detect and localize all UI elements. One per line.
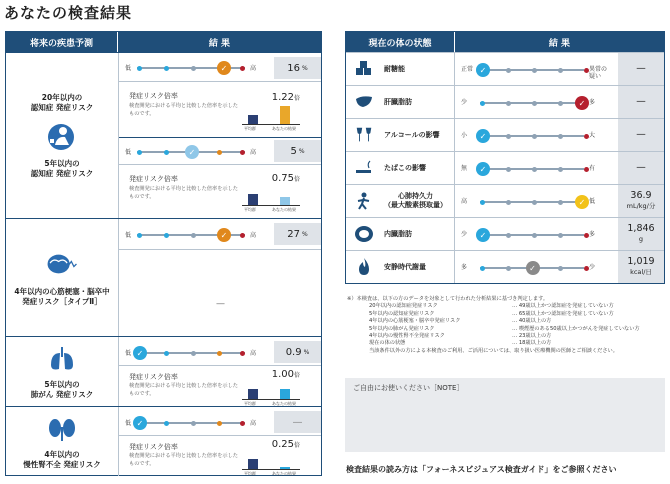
condition-name: 内臓脂肪 (384, 229, 412, 238)
chart-baseline (242, 205, 300, 206)
low-label: 高 (461, 198, 468, 205)
condition-value: — (618, 152, 664, 184)
slider-dot (240, 351, 245, 356)
current-condition-panel (345, 31, 665, 284)
condition-row (346, 184, 664, 217)
slider-dot (558, 200, 563, 205)
slider-dot (532, 134, 537, 139)
condition-name: 肝臓脂肪 (384, 97, 412, 106)
slider-dot (506, 134, 511, 139)
slider-track (480, 263, 584, 273)
header-condition: 現在の体の状態 (346, 32, 455, 52)
condition-label-cell (346, 119, 455, 151)
row-divider (119, 249, 321, 250)
kidney-group (6, 406, 321, 476)
header-result: 結 果 (548, 38, 571, 49)
dementia-group (6, 52, 321, 218)
slider-track (480, 98, 586, 108)
slider-dot (164, 233, 169, 238)
condition-name: アルコールの影響 (384, 130, 440, 139)
slider-dot (480, 101, 485, 106)
chart-baseline (242, 399, 300, 400)
note-row: 20年以内の認知症発症リスク … 49歳以上かつ認知症を発症していない方 (369, 303, 614, 310)
condition-row (346, 85, 664, 118)
risk-value-kidney-failure: — (274, 411, 321, 433)
slider-dot (532, 233, 537, 238)
check-marker: ✓ (476, 162, 490, 176)
disease-name-lung-cancer: 5年以内の 肺がん 発症リスク (30, 379, 94, 399)
slider-dot (558, 134, 563, 139)
check-marker: ✓ (133, 416, 147, 430)
dementia-label-cell (6, 53, 119, 218)
high-label: 高 (250, 149, 257, 156)
check-marker: ✓ (217, 228, 231, 242)
risk-slider-20y-dementia (119, 53, 321, 81)
liver-icon (354, 92, 374, 112)
condition-value: — (618, 86, 664, 118)
brain-heart-icon (45, 249, 79, 279)
slider-dot (191, 351, 196, 356)
slider-track (479, 230, 584, 240)
low-label: 少 (461, 99, 468, 106)
low-label: 小 (461, 132, 468, 139)
page-title: あなたの検査結果 (4, 4, 133, 22)
slider-dot (240, 421, 245, 426)
slider-track (137, 63, 245, 73)
high-label: 高 (250, 232, 257, 239)
note-area[interactable] (345, 378, 665, 452)
slider-dot (217, 421, 222, 426)
disease-name-5y-dementia: 5年以内の 認知症 発症リスク (30, 158, 94, 178)
slider-dot (506, 200, 511, 205)
slider-dot (532, 101, 537, 106)
disease-name-kidney-failure: 4年以内の 慢性腎不全 発症リスク (23, 449, 101, 469)
slider-dot (506, 233, 511, 238)
risk-ratio-value: 1.00倍 (271, 369, 300, 380)
slider-dot (164, 66, 169, 71)
disease-name-stroke: 4年以内の心筋梗塞・脳卒中 発症リスク［タイプⅡ］ (14, 286, 110, 306)
slider-dot (217, 351, 222, 356)
slider-dot (506, 101, 511, 106)
risk-ratio-value: 0.25倍 (271, 439, 300, 450)
slider-dot (164, 351, 169, 356)
guide-reference: 検査結果の読み方は「フォーネスビジュアス検査ガイド」をご参照ください (346, 465, 617, 474)
condition-label-cell (346, 185, 455, 217)
condition-row (346, 250, 664, 283)
you-bar (280, 106, 290, 125)
check-marker: ✓ (476, 228, 490, 242)
notes-intro: ※）本検査は、以下の方のデータを対象として行われた分析結果に基づき判定します。 (347, 296, 549, 302)
risk-ratio-chart (240, 92, 300, 132)
high-label: 有 (589, 165, 596, 172)
check-marker: ✓ (133, 346, 147, 360)
slider-dot (191, 66, 196, 71)
risk-slider-kidney-failure (119, 407, 321, 435)
visceral-fat-icon (354, 224, 374, 244)
disease-name-20y-dementia: 20年以内の 認知症 発症リスク (30, 92, 94, 112)
future-disease-panel (5, 31, 322, 476)
risk-ratio-20y-dementia (119, 82, 321, 137)
slider-track (137, 147, 245, 157)
you-label: あなたの結果 (272, 207, 296, 212)
condition-name: たばこの影響 (384, 163, 426, 172)
condition-label-cell (346, 53, 455, 85)
condition-row (346, 151, 664, 184)
condition-row (346, 118, 664, 151)
risk-value-stroke: 27 % (274, 223, 321, 245)
risk-ratio-value: 0.75倍 (271, 173, 300, 184)
high-label: 大 (589, 132, 596, 139)
condition-row (346, 52, 664, 85)
risk-ratio-description: 検査開発における平均と比較した倍率を示したものです。 (129, 186, 238, 200)
risk-ratio-chart (240, 439, 300, 477)
cigarette-icon (354, 158, 374, 178)
kidneys-icon (45, 414, 79, 444)
chart-baseline (242, 469, 300, 470)
notes-section (347, 296, 665, 355)
low-label: 多 (461, 264, 468, 271)
high-label: 異常の 疑い (589, 66, 608, 80)
risk-ratio-title: 発症リスク倍率 (129, 92, 178, 100)
note-area-label: ご自由にお使いください［NOTE］ (353, 384, 464, 392)
risk-ratio-kidney-failure (119, 436, 321, 477)
slider-dot (191, 233, 196, 238)
risk-ratio-description: 検査開発における平均と比較した倍率を示したものです。 (129, 383, 238, 397)
elderly-person-icon (45, 121, 79, 151)
slider-dot (191, 421, 196, 426)
slider-dot (217, 150, 222, 155)
kidney-label-cell (6, 407, 119, 476)
condition-slider (455, 53, 618, 85)
slider-track (479, 164, 584, 174)
lung-label-cell (6, 337, 119, 406)
lungs-icon (45, 344, 79, 374)
lung-cancer-group (6, 336, 321, 406)
condition-slider (455, 119, 618, 151)
slider-dot (164, 421, 169, 426)
check-marker: ✓ (476, 129, 490, 143)
slider-dot (558, 233, 563, 238)
condition-value: 1,019 kcal/日 (618, 251, 664, 283)
avg-label: 平均群 (244, 401, 256, 406)
slider-dot (240, 233, 245, 238)
slider-dot (137, 233, 142, 238)
stroke-label-cell (6, 219, 119, 336)
low-label: 低 (125, 149, 132, 156)
risk-ratio-title: 発症リスク倍率 (129, 373, 178, 381)
no-risk-ratio-dash: — (216, 299, 225, 309)
note-row: 現在の体の状態 … 18歳以上の方 (369, 340, 552, 347)
risk-slider-stroke (119, 219, 321, 249)
slider-dot (137, 150, 142, 155)
slider-track (479, 65, 584, 75)
notes-outro: 当該条件以外の方による本検査のご利用、ご活用については、取り扱い医療機関の医師とご相談ください。 (369, 347, 618, 354)
slider-dot (558, 101, 563, 106)
condition-row (346, 217, 664, 250)
current-condition-header (346, 32, 664, 52)
slider-dot (137, 66, 142, 71)
condition-slider (455, 251, 618, 283)
slider-dot (532, 200, 537, 205)
condition-label-cell (346, 218, 455, 250)
slider-track (480, 197, 586, 207)
slider-dot (240, 150, 245, 155)
low-label: 無 (461, 165, 468, 172)
condition-label-cell (346, 251, 455, 283)
risk-slider-5y-dementia (119, 138, 321, 164)
low-label: 低 (125, 350, 132, 357)
slider-track (479, 131, 584, 141)
note-row: 5年以内の肺がん発症リスク … 喫煙歴のある50歳以上かつがんを発症していない方 (369, 325, 640, 332)
condition-slider (455, 185, 618, 217)
risk-ratio-description: 検査開発における平均と比較した倍率を示したものです。 (129, 103, 238, 117)
slider-dot (506, 167, 511, 172)
high-label: 少 (589, 264, 596, 271)
future-disease-header (6, 32, 321, 52)
high-label: 低 (589, 198, 596, 205)
condition-name: 安静時代謝量 (384, 262, 426, 271)
check-marker: ✓ (526, 261, 540, 275)
condition-name: 耐糖能 (384, 64, 405, 73)
condition-slider (455, 152, 618, 184)
header-result: 結 果 (208, 38, 231, 49)
high-label: 高 (250, 65, 257, 72)
risk-ratio-chart (240, 369, 300, 407)
wine-glass-icon (354, 125, 374, 145)
note-row: 4年以内の慢性腎不全発症リスク … 23歳以上の方 (369, 333, 552, 340)
low-label: 低 (125, 420, 132, 427)
you-label: あなたの結果 (272, 471, 296, 476)
risk-ratio-title: 発症リスク倍率 (129, 175, 178, 183)
risk-ratio-5y-dementia (119, 165, 321, 219)
slider-dot (532, 68, 537, 73)
slider-track (136, 418, 245, 428)
condition-value: 36.9 mL/kg/分 (618, 185, 664, 217)
condition-value: — (618, 119, 664, 151)
you-label: あなたの結果 (272, 126, 296, 131)
risk-ratio-lung-cancer (119, 366, 321, 407)
slider-dot (480, 200, 485, 205)
condition-value: 1,846 g (618, 218, 664, 250)
slider-dot (506, 68, 511, 73)
low-label: 少 (461, 231, 468, 238)
avg-label: 平均群 (244, 126, 256, 131)
high-label: 多 (589, 231, 596, 238)
slider-dot (480, 266, 485, 271)
stroke-group (6, 218, 321, 336)
runner-icon (354, 191, 374, 211)
slider-track (136, 348, 245, 358)
you-label: あなたの結果 (272, 401, 296, 406)
high-label: 高 (250, 350, 257, 357)
check-marker: ✓ (575, 96, 589, 110)
chart-baseline (242, 124, 300, 125)
slider-dot (558, 167, 563, 172)
low-label: 低 (125, 65, 132, 72)
note-row: 4年以内の心筋梗塞・脳卒中発症リスク … 40歳以上の方 (369, 318, 552, 325)
risk-ratio-value: 1.22倍 (271, 92, 300, 103)
risk-ratio-title: 発症リスク倍率 (129, 443, 178, 451)
risk-ratio-description: 検査開発における平均と比較した倍率を示したものです。 (129, 453, 238, 467)
slider-dot (558, 266, 563, 271)
slider-dot (532, 167, 537, 172)
condition-name: 心肺持久力 （最大酸素摂取量） (384, 192, 447, 209)
risk-ratio-chart (240, 173, 300, 213)
low-label: 正常 (461, 66, 474, 73)
slider-dot (558, 68, 563, 73)
condition-value: — (618, 53, 664, 85)
slider-dot (506, 266, 511, 271)
avg-label: 平均群 (244, 207, 256, 212)
risk-value-20y-dementia: 16 % (274, 57, 321, 79)
condition-label-cell (346, 86, 455, 118)
slider-track (137, 230, 245, 240)
condition-slider (455, 86, 618, 118)
condition-label-cell (346, 152, 455, 184)
check-marker: ✓ (217, 61, 231, 75)
risk-value-lung-cancer: 0.9 % (274, 341, 321, 363)
slider-dot (164, 150, 169, 155)
condition-slider (455, 218, 618, 250)
flame-icon (354, 257, 374, 277)
risk-value-5y-dementia: 5 % (274, 140, 321, 162)
high-label: 高 (250, 420, 257, 427)
note-row: 5年以内の認知症発症リスク … 65歳以上かつ認知症を発症していない方 (369, 310, 614, 317)
risk-slider-lung-cancer (119, 337, 321, 365)
check-marker: ✓ (185, 145, 199, 159)
check-marker: ✓ (476, 63, 490, 77)
slider-dot (240, 66, 245, 71)
low-label: 低 (125, 232, 132, 239)
high-label: 多 (589, 99, 596, 106)
check-marker: ✓ (575, 195, 589, 209)
avg-label: 平均群 (244, 471, 256, 476)
sugar-cubes-icon (354, 59, 374, 79)
header-prediction: 将来の疾患予測 (6, 32, 118, 52)
